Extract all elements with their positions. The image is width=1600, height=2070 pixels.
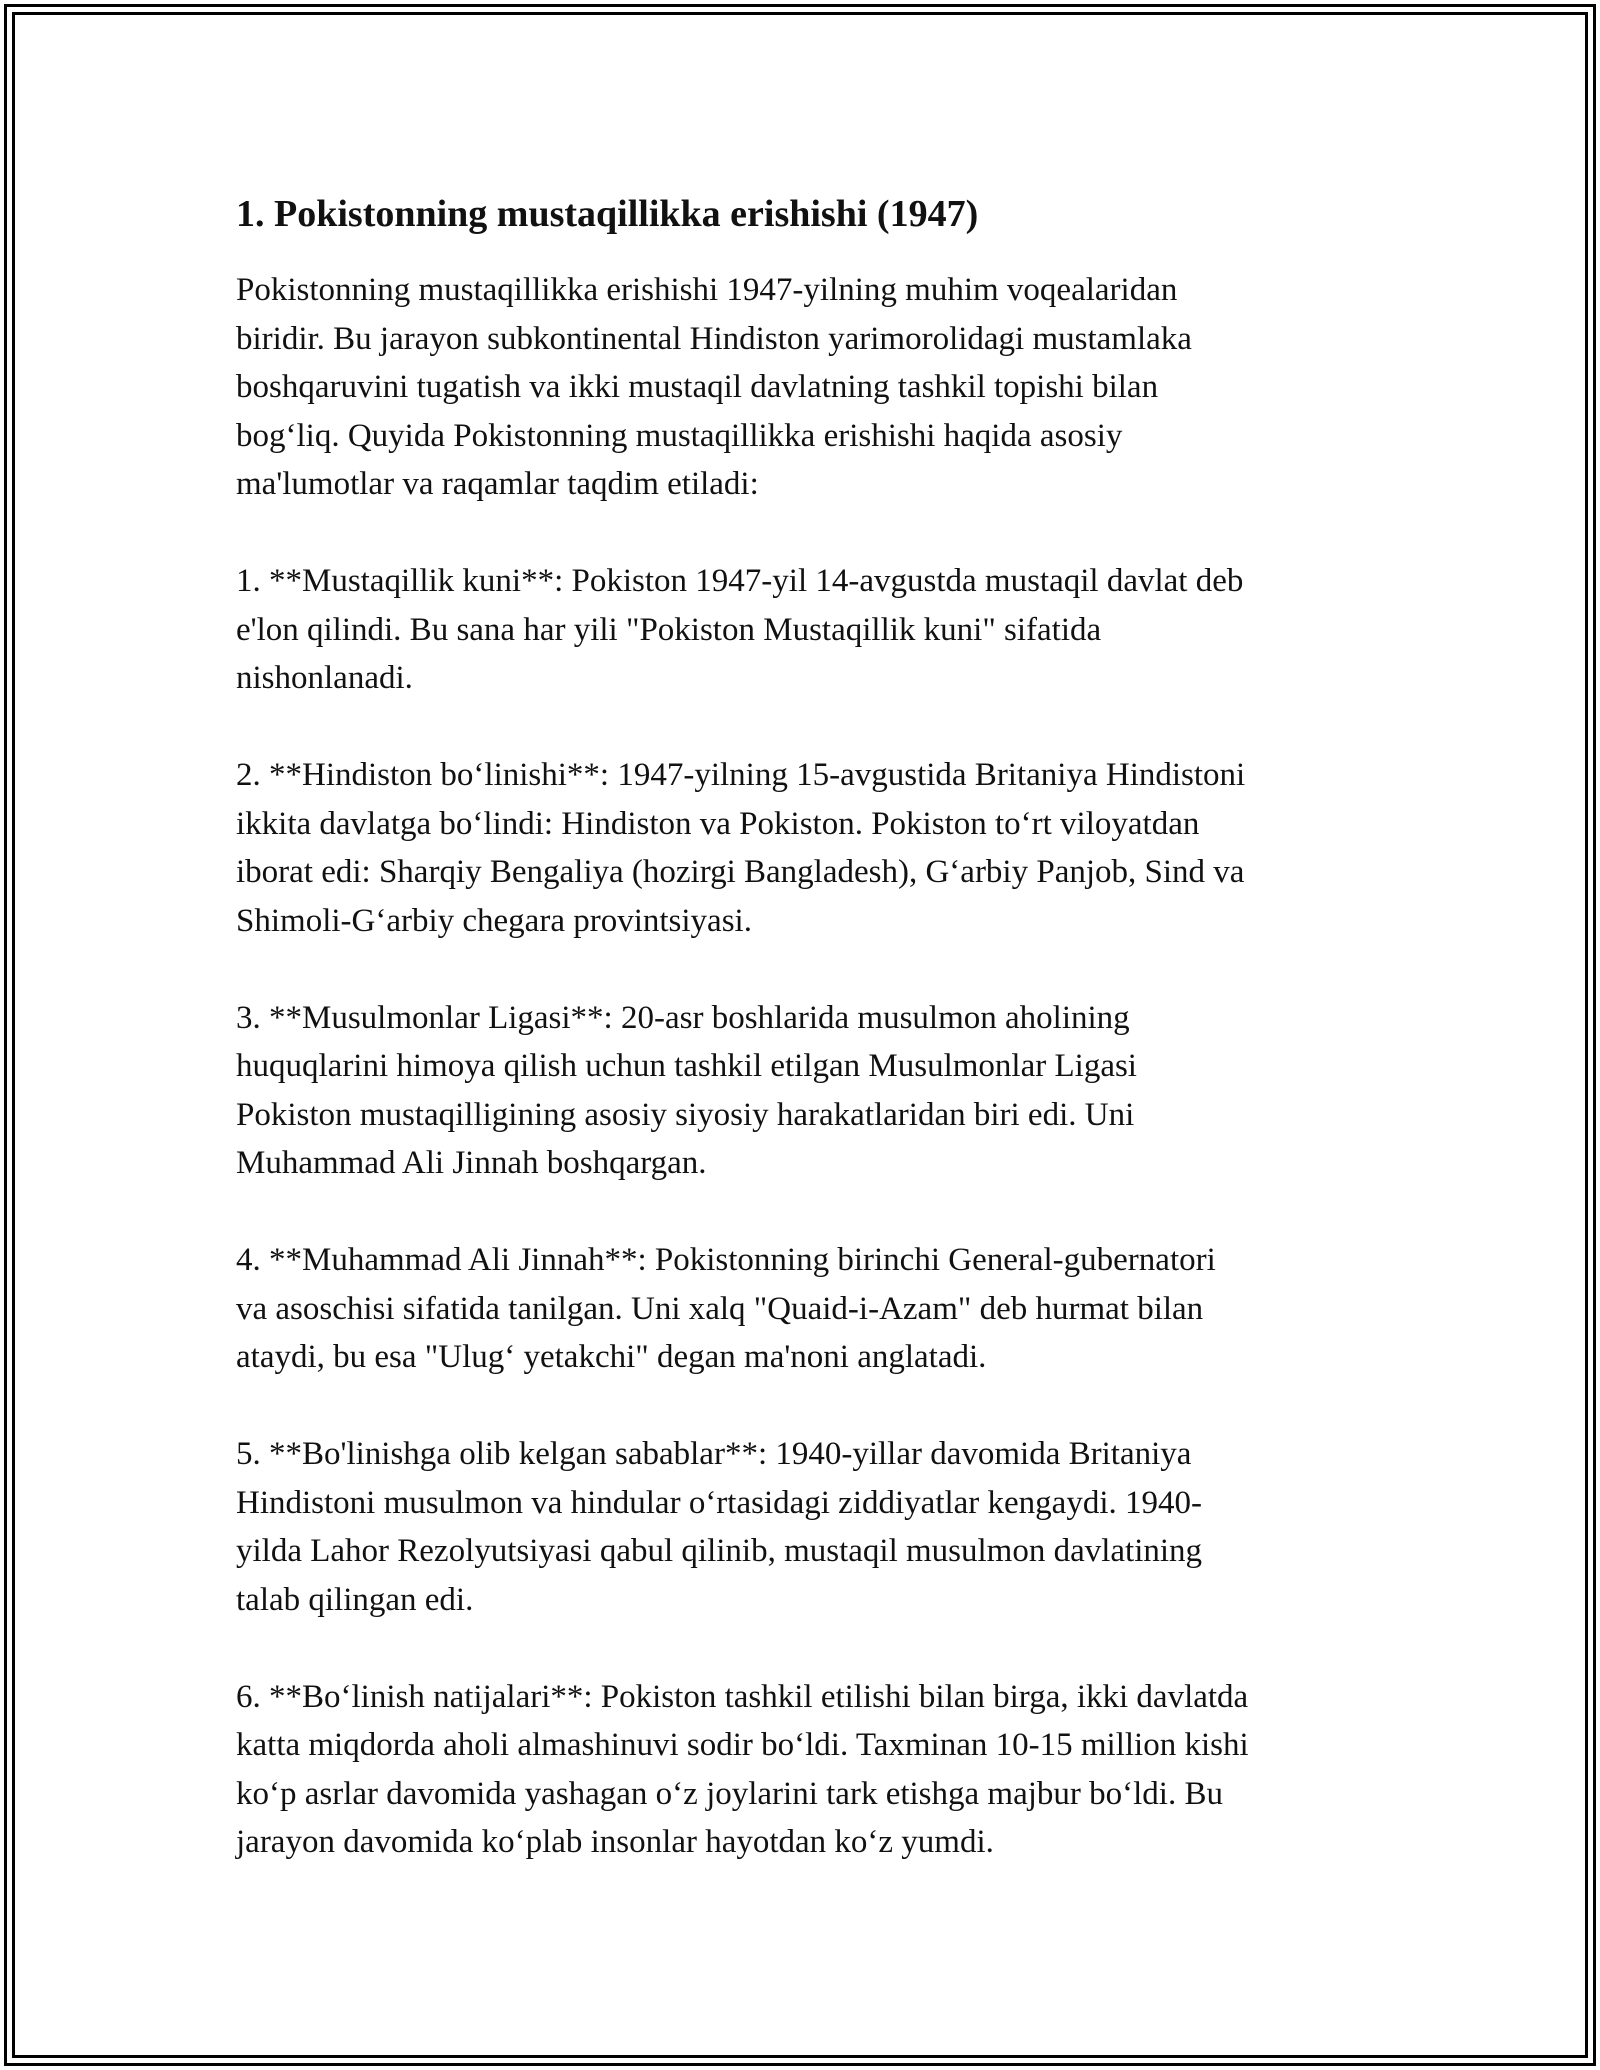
- list-item-muhammad-ali-jinnah: 4. **Muhammad Ali Jinnah**: Pokistonning birinchi General-gubernatori va asoschisi sifatida tanilgan. Uni xalq "Quaid-i-Azam" deb hurmat bilan ataydi, bu esa "Ulug‘ yetakchi" degan ma'noni anglatadi.: [236, 1242, 1216, 1375]
- document-body: [236, 190, 1386, 1867]
- list-item-mustaqillik-kuni: 1. **Mustaqillik kuni**: Pokiston 1947-yil 14-avgustda mustaqil davlat deb e'lon qilindi. Bu sana har yili "Pokiston Mustaqillik kuni" sifatida nishonlanadi.: [236, 563, 1244, 696]
- list-item-musulmonlar-ligasi: 3. **Musulmonlar Ligasi**: 20-asr boshlarida musulmon aholining huquqlarini himoya qilish uchun tashkil etilgan Musulmonlar Ligasi Pokiston mustaqilligining asosiy siyosiy harakatlaridan biri edi. Uni Muhammad Ali Jinnah boshqargan.: [236, 999, 1137, 1181]
- list-item-bolinish-natijalari: 6. **Bo‘linish natijalari**: Pokiston tashkil etilishi bilan birga, ikki davlatda katta miqdorda aholi almashinuvi sodir bo‘ldi. Taxminan 10-15 million kishi ko‘p asrlar davomida yashagan o‘z joylarini tark etishga majbur bo‘ldi. Bu jarayon davomida ko‘plab insonlar hayotdan ko‘z yumdi.: [236, 1678, 1249, 1860]
- intro-paragraph: Pokistonning mustaqillikka erishishi 1947-yilning muhim voqealaridan biridir. Bu jarayon subkontinental Hindiston yarimorolidagi mustamlaka boshqaruvini tugatish va ikki mustaqil davlatning tashkil topishi bilan bog‘liq. Quyida Pokistonning mustaqillikka erishishi haqida asosiy ma'lumotlar va raqamlar taqdim etiladi:: [236, 272, 1192, 502]
- document-title: 1. Pokistonning mustaqillikka erishishi (1947): [236, 193, 979, 235]
- list-item-hindiston-bolinishi: 2. **Hindiston bo‘linishi**: 1947-yilning 15-avgustida Britaniya Hindistoni ikkita davlatga bo‘lindi: Hindiston va Pokiston. Pokiston to‘rt viloyatdan iborat edi: Sharqiy Bengaliya (hozirgi Bangladesh), G‘arbiy Panjob, Sind va Shimoli-G‘arbiy chegara provintsiyasi.: [236, 757, 1246, 939]
- list-item-bolinish-sabablari: 5. **Bo'linishga olib kelgan sabablar**: 1940-yillar davomida Britaniya Hindistoni musulmon va hindular o‘rtasidagi ziddiyatlar kengaydi. 1940- yilda Lahor Rezolyutsiyasi qabul qilinib, mustaqil musulmon davlatining talab qilingan edi.: [236, 1436, 1203, 1618]
